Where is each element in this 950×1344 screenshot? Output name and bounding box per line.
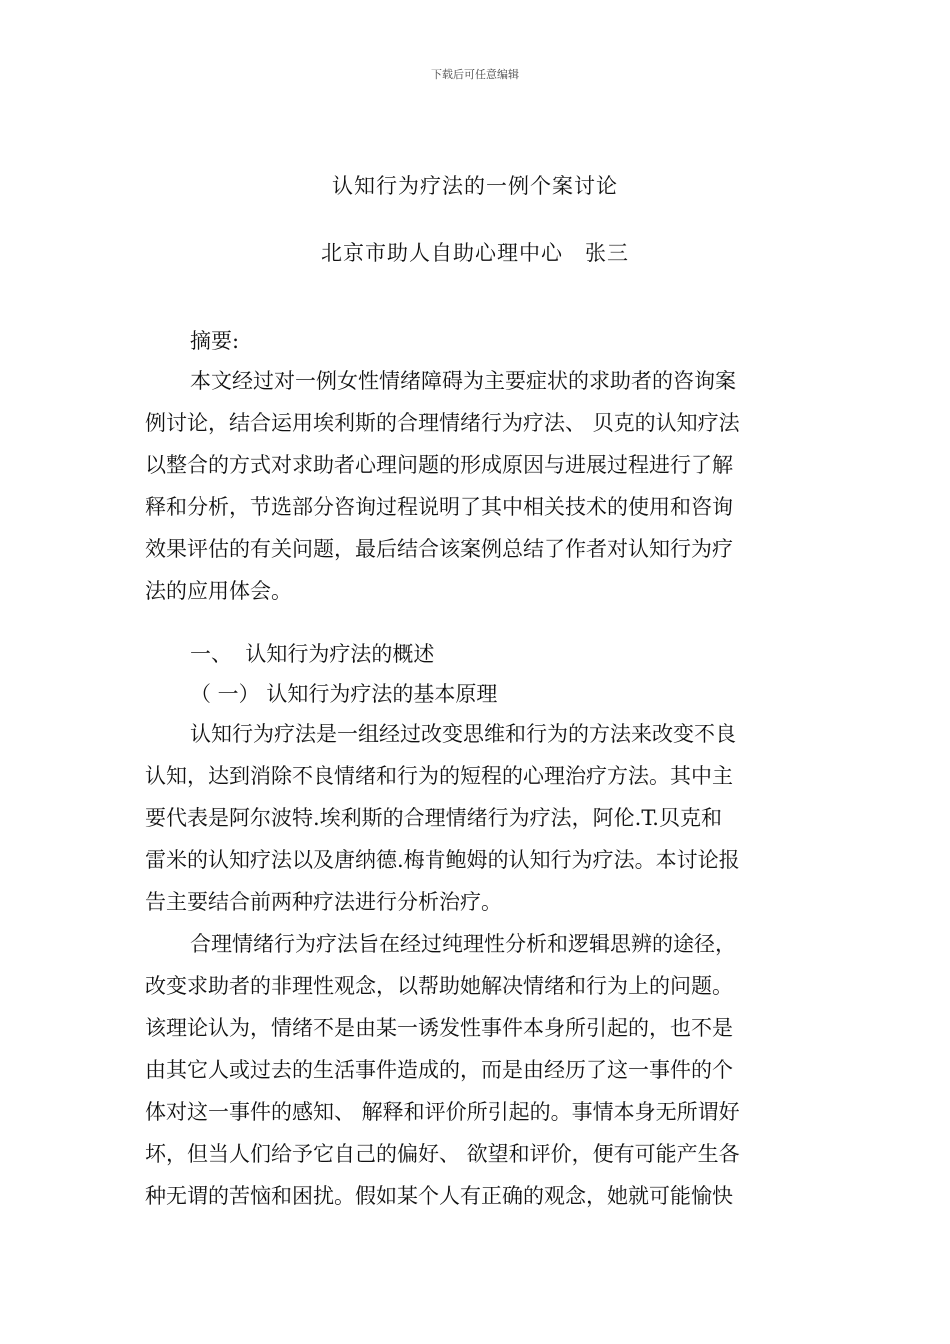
paragraph-line: 雷米的认知疗法以及唐纳德.梅肯鲍姆的认知行为疗法。本讨论报 bbox=[145, 848, 740, 872]
abstract-line: 释和分析，节选部分咨询过程说明了其中相关技术的使用和咨询 bbox=[145, 495, 733, 519]
paragraph-line: 认知，达到消除不良情绪和行为的短程的心理治疗方法。其中主 bbox=[145, 764, 733, 788]
abstract-label: 摘要: bbox=[190, 329, 240, 353]
paragraph-line: 由其它人或过去的生活事件造成的，而是由经历了这一事件的个 bbox=[145, 1058, 733, 1082]
page-title: 认知行为疗法的一例个案讨论 bbox=[332, 174, 618, 198]
subsection-heading: （ 一） 认知行为疗法的基本原理 bbox=[190, 682, 498, 706]
paragraph-line: 种无谓的苦恼和困扰。假如某个人有正确的观念，她就可能愉快 bbox=[145, 1184, 733, 1208]
abstract-line: 例讨论，结合运用埃利斯的合理情绪行为疗法、 贝克的认知疗法 bbox=[145, 411, 740, 435]
abstract-line: 以整合的方式对求助者心理问题的形成原因与进展过程进行了解 bbox=[145, 453, 733, 477]
header-note: 下载后可任意编辑 bbox=[431, 68, 519, 81]
abstract-line: 本文经过对一例女性情绪障碍为主要症状的求助者的咨询案 bbox=[190, 369, 736, 393]
paragraph-line: 坏，但当人们给予它自己的偏好、 欲望和评价，便有可能产生各 bbox=[145, 1142, 740, 1166]
abstract-line: 法的应用体会。 bbox=[145, 579, 292, 603]
paragraph-line: 改变求助者的非理性观念，以帮助她解决情绪和行为上的问题。 bbox=[145, 974, 733, 998]
abstract-line: 效果评估的有关问题，最后结合该案例总结了作者对认知行为疗 bbox=[145, 537, 733, 561]
paragraph-line: 告主要结合前两种疗法进行分析治疗。 bbox=[145, 890, 502, 914]
paragraph-line: 要代表是阿尔波特.埃利斯的合理情绪行为疗法，阿伦.T.贝克和 bbox=[145, 806, 722, 830]
paragraph-line: 认知行为疗法是一组经过改变思维和行为的方法来改变不良 bbox=[190, 722, 736, 746]
section-heading: 一、 认知行为疗法的概述 bbox=[190, 642, 435, 666]
paragraph-line: 该理论认为，情绪不是由某一诱发性事件本身所引起的，也不是 bbox=[145, 1016, 733, 1040]
paragraph-line: 体对这一事件的感知、 解释和评价所引起的。事情本身无所谓好 bbox=[145, 1100, 740, 1124]
paragraph-line: 合理情绪行为疗法旨在经过纯理性分析和逻辑思辨的途径， bbox=[190, 932, 736, 956]
author-byline: 北京市助人自助心理中心 张三 bbox=[321, 241, 629, 265]
